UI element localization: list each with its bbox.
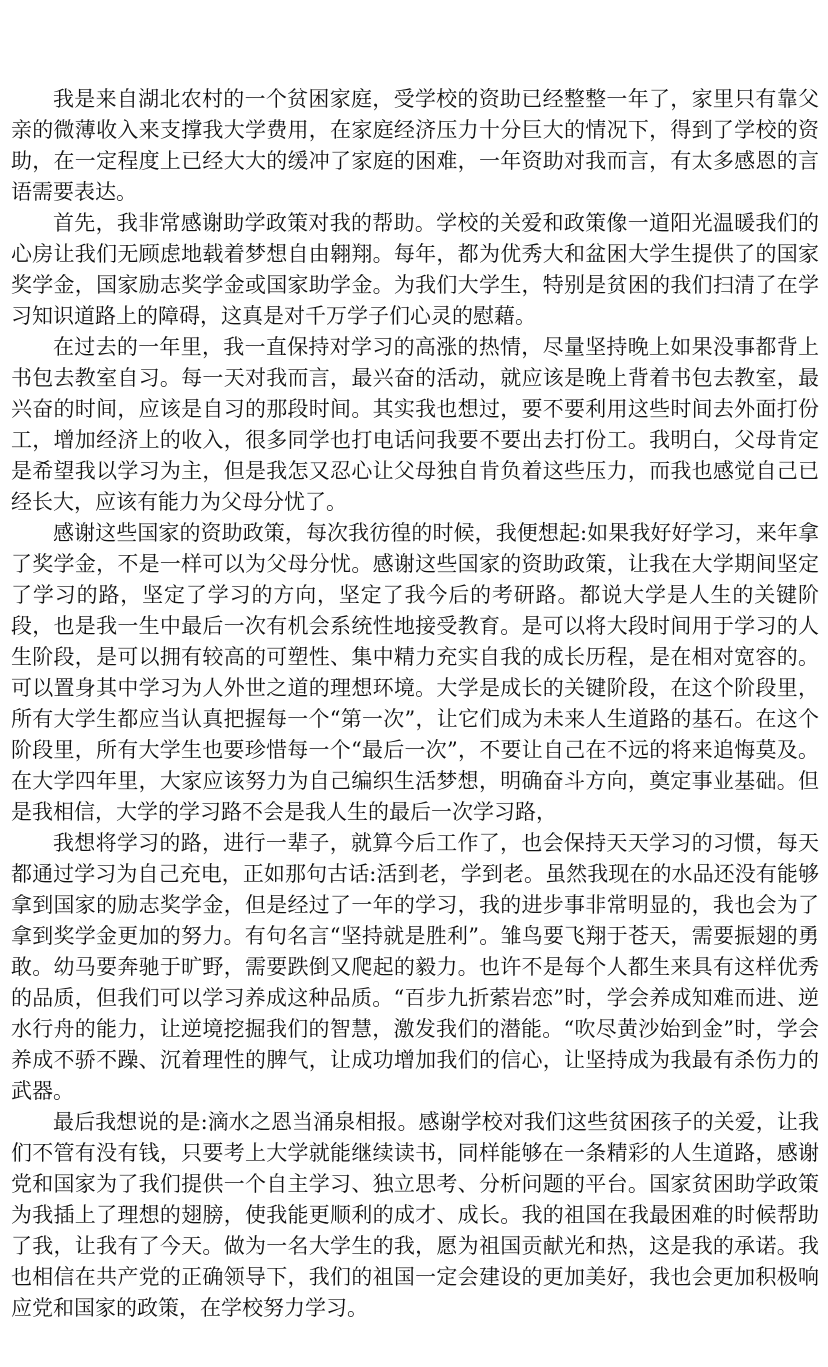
paragraph-1: 我是来自湖北农村的一个贫困家庭，受学校的资助已经整整一年了，家里只有靠父亲的微薄收入来支撑我大学费用，在家庭经济压力十分巨大的情况下，得到了学校的资助，在一定程度上已经大大的缓冲了家庭的困难，一年资助对我而言，有太多感恩的言语需要表达。: [11, 87, 819, 204]
paragraph-6: 最后我想说的是:滴水之恩当涌泉相报。感谢学校对我们这些贫困孩子的关爱，让我们不管有没有钱，只要考上大学就能继续读书，同样能够在一条精彩的人生道路，感谢党和国家为了我们提供一个自主学习、独立思考、分析问题的平台。国家贫困助学政策为我插上了理想的翅膀，使我能更顺利的成才、成长。我的祖国在我最困难的时候帮助了我，让我有了今天。做为一名大学生的我，愿为祖国贡献光和热，这是我的承诺。我也相信在共产党的正确领导下，我们的祖国一定会建设的更加美好，我也会更加积极响应党和国家的政策，在学校努力学习。: [11, 1110, 819, 1320]
paragraph-5: 我想将学习的路，进行一辈子，就算今后工作了，也会保持天天学习的习惯，每天都通过学习为自己充电，正如那句古话:活到老，学到老。虽然我现在的水品还没有能够拿到国家的励志奖学金，但是经过了一年的学习，我的进步事非常明显的，我也会为了拿到奖学金更加的努力。有句名言“坚持就是胜利”。雏鸟要飞翔于苍天，需要振翅的勇敢。幼马要奔驰于旷野，需要跌倒又爬起的毅力。也许不是每个人都生来具有这样优秀的品质，但我们可以学习养成这种品质。“百步九折萦岩恋”时，学会养成知难而进、逆水行舟的能力，让逆境挖掘我们的智慧，激发我们的潜能。“吹尽黄沙始到金”时，学会养成不骄不躁、沉着理性的脾气，让成功增加我们的信心，让坚持成为我最有杀伤力的武器。: [11, 831, 819, 1103]
paragraph-4: 感谢这些国家的资助政策，每次我彷徨的时候，我便想起:如果我好好学习，来年拿了奖学金，不是一样可以为父母分忧。感谢这些国家的资助政策，让我在大学期间坚定了学习的路，坚定了学习的方向，坚定了我今后的考研路。都说大学是人生的关键阶段，也是我一生中最后一次有机会系统性地接受教育。是可以将大段时间用于学习的人生阶段，是可以拥有较高的可塑性、集中精力充实自我的成长历程，是在相对宽容的。可以置身其中学习为人外世之道的理想环境。大学是成长的关键阶段，在这个阶段里，所有大学生都应当认真把握每一个“第一次”，让它们成为未来人生道路的基石。在这个阶段里，所有大学生也要珍惜每一个“最后一次”，不要让自己在不远的将来追悔莫及。在大学四年里，大家应该努力为自己编织生活梦想，明确奋斗方向，奠定事业基础。但是我相信，大学的学习路不会是我人生的最后一次学习路，: [11, 521, 819, 824]
paragraph-2: 首先，我非常感谢助学政策对我的帮助。学校的关爱和政策像一道阳光温暖我们的心房让我们无顾虑地载着梦想自由翱翔。每年，都为优秀大和盆困大学生提供了的国家奖学金，国家励志奖学金或国家助学金。为我们大学生，特别是贫困的我们扫清了在学习知识道路上的障碍，这真是对千万学子们心灵的慰藉。: [11, 211, 819, 328]
paragraph-3: 在过去的一年里，我一直保持对学习的高涨的热情，尽量坚持晚上如果没事都背上书包去教室自习。每一天对我而言，最兴奋的活动，就应该是晚上背着书包去教室，最兴奋的时间，应该是自习的那段时间。其实我也想过，要不要利用这些时间去外面打份工，增加经济上的收入，很多同学也打电话问我要不要出去打份工。我明白，父母肯定是希望我以学习为主，但是我怎又忍心让父母独自肯负着这些压力，而我也感觉自己已经长大，应该有能力为父母分忧了。: [11, 335, 819, 514]
document-body: [11, 84, 819, 1324]
